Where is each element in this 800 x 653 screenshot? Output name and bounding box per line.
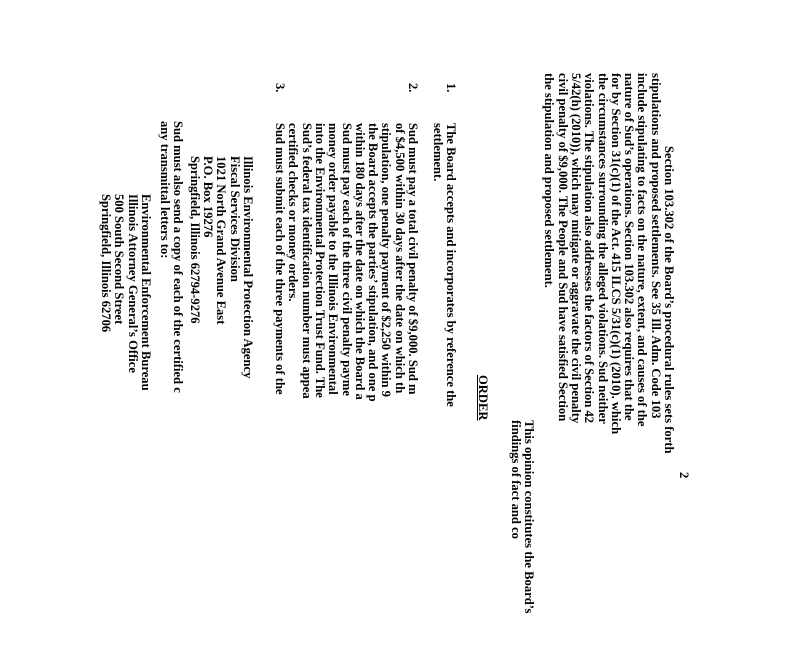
opinion-note: This opinion constitutes the Board’s findings of fact and co — [508, 420, 536, 614]
paragraph-line: violations. The stipulation also addresses the factors of Section 42 — [582, 73, 597, 424]
item-line: settlement. — [430, 123, 445, 182]
item-number: 3. — [273, 83, 287, 93]
item-number: 1. — [444, 83, 458, 93]
attorney-general-address — [99, 194, 152, 391]
item-line: Sud’s federal tax identification number must appea — [299, 123, 314, 399]
address-line: Springfield, Illinois 62706 — [99, 194, 114, 333]
item-line: stipulation, one penalty payment of $2,250 within 9 — [379, 123, 394, 397]
item-line: the Board accepts the parties’ stipulation, and one p — [366, 123, 381, 402]
address-line: 500 South Second Street — [112, 194, 127, 325]
address-line: P.O. Box 19276 — [201, 156, 216, 238]
paragraph-line: nature of Sud’s operations. Section 103.302 also requires that the — [622, 73, 637, 421]
paragraph-line: the circumstances surrounding the alleged violations. Sud neither — [595, 73, 610, 424]
copy-instruction — [157, 121, 184, 393]
instruction-line: Sud must also send a copy of each of the certified c — [171, 121, 185, 393]
address-line: 1021 North Grand Avenue East — [214, 156, 229, 325]
address-line: Environmental Enforcement Bureau — [139, 194, 153, 391]
item-line: certified checks or money orders. — [286, 123, 301, 302]
item-number: 2. — [406, 83, 420, 93]
paragraph-line: the stipulation and proposed settlement. — [542, 73, 557, 288]
address-line: Springfield, Illinois 62794-9276 — [187, 156, 202, 324]
address-line: Illinois Attorney General’s Office — [125, 194, 140, 373]
item-line: of $4,500 within 30 days after the date on which th — [392, 123, 407, 394]
paragraph-line: 5/42(h) (2010)), which may mitigate or aggravate the civil penalty — [568, 73, 583, 424]
item-body — [286, 123, 419, 643]
section-paragraph — [542, 73, 675, 653]
paragraph-line: for by Section 31(c)(1) of the Act. 415 ILCS 5/31(c)(1) (2010). which — [608, 73, 623, 435]
address-line: Fiscal Services Division — [227, 156, 242, 282]
paragraph-line: include stipulating to facts on the nature, extent, and causes of the — [635, 73, 650, 427]
item-line: money order payable to the Illinois Environmental — [326, 123, 341, 395]
item-body — [430, 123, 457, 643]
address-line: Illinois Environmental Protection Agency — [241, 156, 255, 379]
item-line: into the Environmental Protection Trust Fund. The — [312, 123, 327, 398]
paragraph-line: Section 103.302 of the Board’s procedural rules sets forth — [662, 146, 676, 454]
item-body — [273, 123, 286, 643]
item-line: The Board accepts and incorporates by reference the — [444, 123, 458, 407]
item-line: Sud must pay each of the three civil penalty payme — [339, 123, 354, 396]
item-line: Sud must submit each of the three payments of the — [273, 123, 287, 395]
order-heading: ORDER — [476, 375, 490, 421]
item-line: Sud must pay a total civil penalty of $9,000. Sud m — [406, 123, 420, 395]
paragraph-line: civil penalty of $9,000. The People and Sud have satisfied Section — [555, 73, 570, 422]
paragraph-line: stipulations and proposed settlements. See 35 Ill. Adm. Code 103 — [648, 73, 663, 419]
agency-address — [188, 156, 254, 378]
instruction-line: any transmittal letters to: — [157, 121, 172, 259]
item-line: within 180 days after the date on which the Board a — [352, 123, 367, 400]
page-number: 2 — [677, 472, 691, 479]
